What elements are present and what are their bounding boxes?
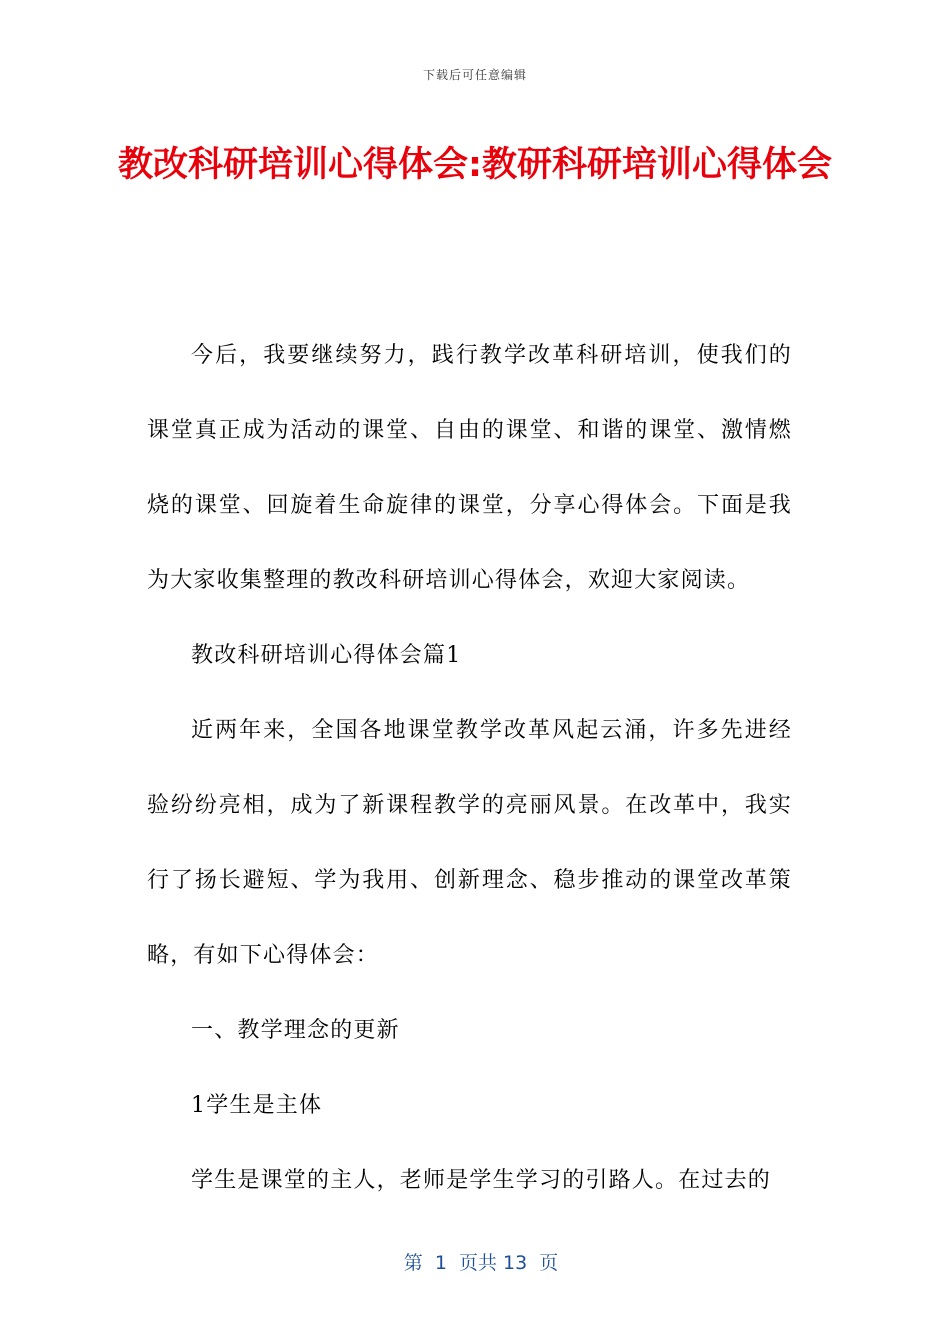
- paragraph: 近两年来，全国各地课堂教学改革风起云涌，许多先进经验纷纷亮相，成为了新课程教学的亮丽风景。在改革中，我实行了扬长避短、学为我用、创新理念、稳步推动的课堂改革策略，有如下心得体会：: [147, 718, 792, 968]
- page-number-label: 第 1 页共 13 页: [403, 1252, 559, 1274]
- section-heading: 一、教学理念的更新: [191, 1018, 400, 1043]
- section-heading: 教改科研培训心得体会篇1: [191, 643, 462, 668]
- paragraph: 今后，我要继续努力，践行教学改革科研培训，使我们的课堂真正成为活动的课堂、自由的课堂、和谐的课堂、激情燃烧的课堂、回旋着生命旋律的课堂，分享心得体会。下面是我为大家收集整理的教改科研培训心得体会，欢迎大家阅读。: [147, 343, 792, 593]
- page-footer: [0, 1226, 950, 1275]
- header-note: 下载后可任意编辑: [422, 68, 527, 82]
- subsection-heading: 1学生是主体: [191, 1093, 323, 1118]
- paragraph: 学生是课堂的主人，老师是学生学习的引路人。在过去的: [191, 1168, 772, 1193]
- document-title: 教改科研培训心得体会:教研科研培训心得体会: [118, 145, 832, 185]
- document-body: [147, 318, 792, 1218]
